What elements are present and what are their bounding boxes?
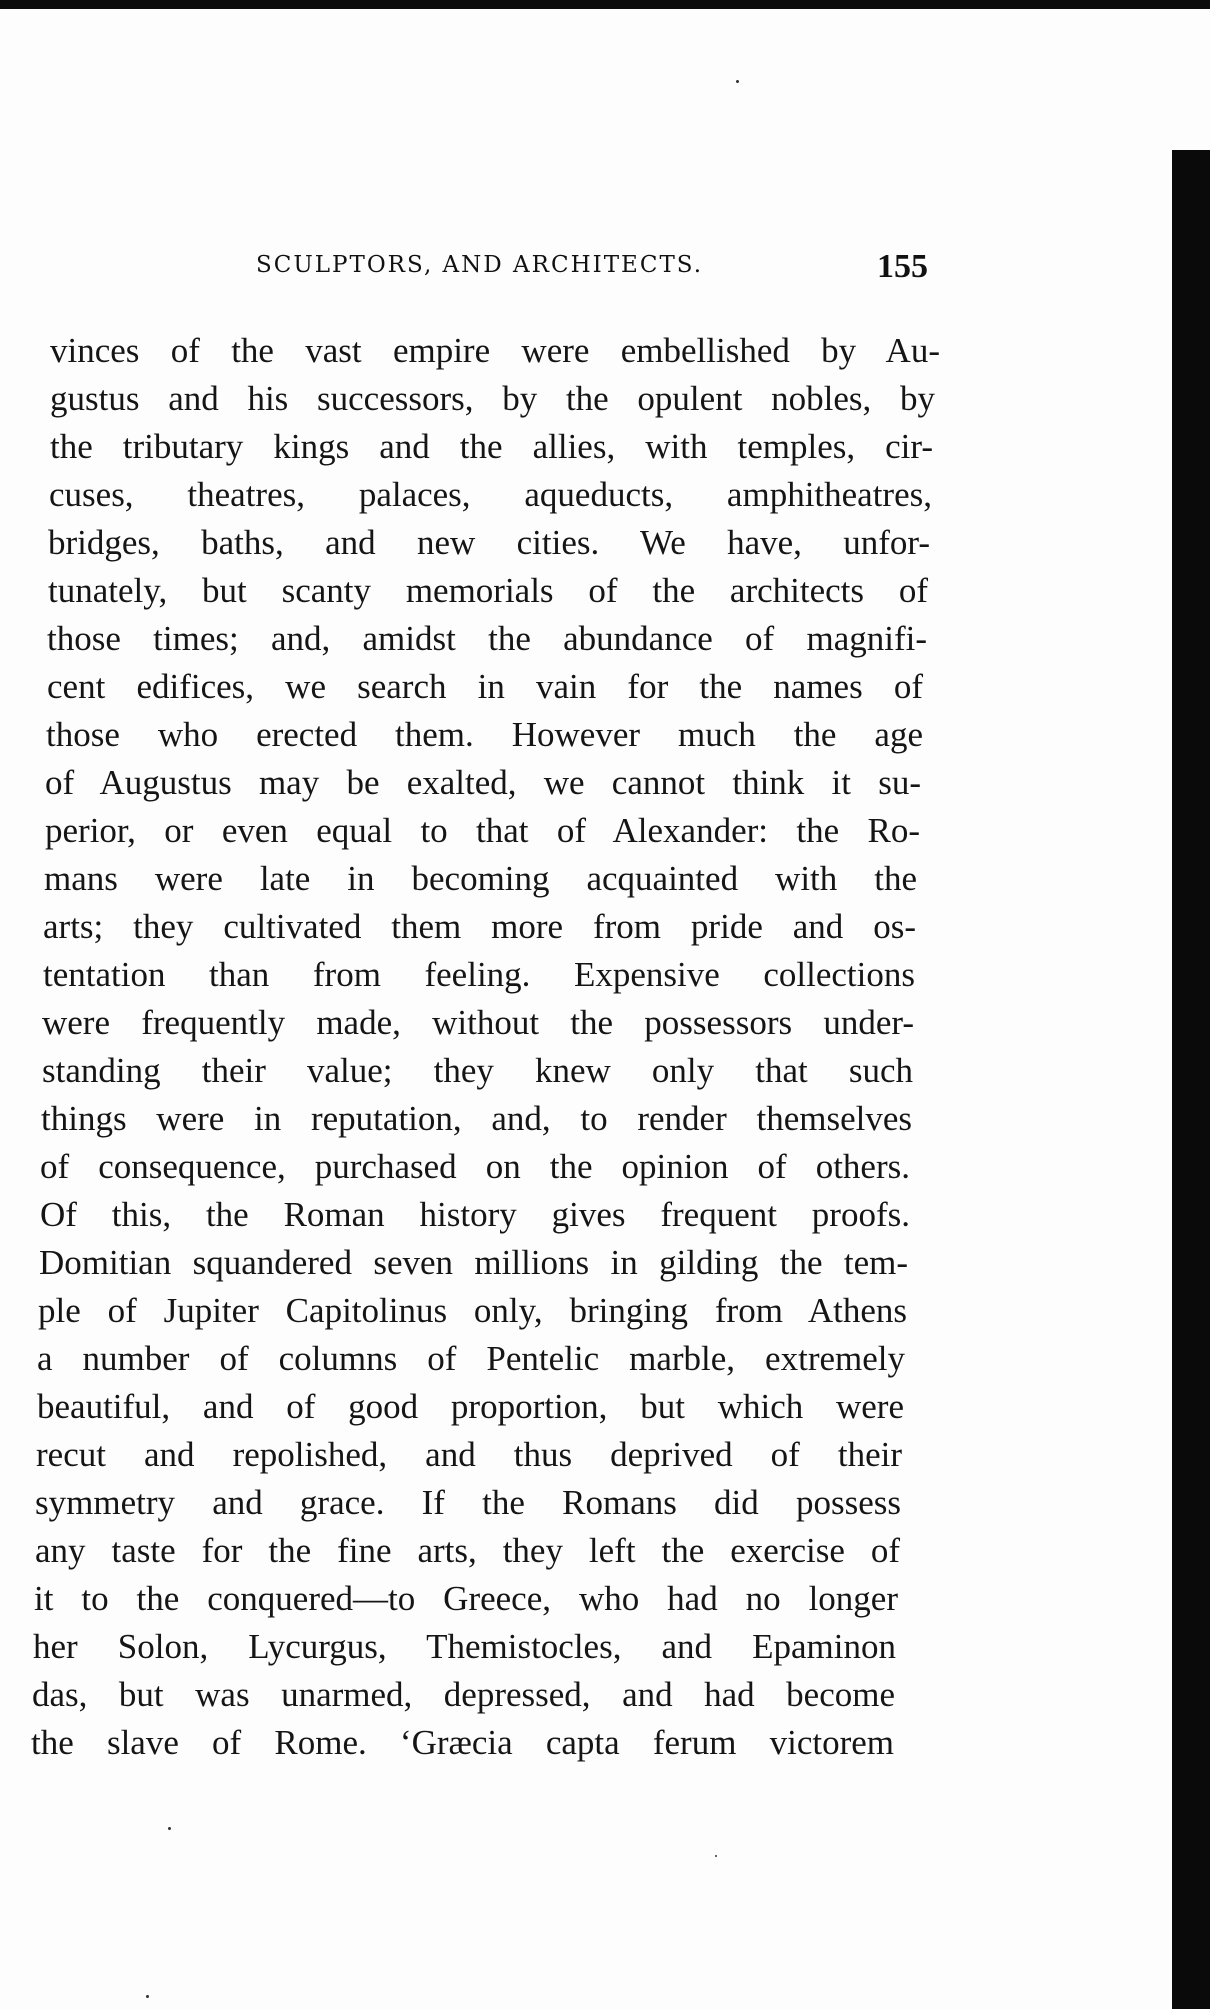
scan-speck xyxy=(146,1995,149,1998)
text-line: Domitian squandered seven millions in gilding the tem- xyxy=(39,1243,908,1282)
text-line: recut and repolished, and thus deprived of their xyxy=(36,1435,902,1474)
text-line: das, but was unarmed, depressed, and had become xyxy=(32,1675,895,1714)
text-line: perior, or even equal to that of Alexander: the Ro- xyxy=(45,811,920,850)
text-line: arts; they cultivated them more from pride and os- xyxy=(43,907,916,946)
text-line: it to the conquered—to Greece, who had no longer xyxy=(34,1579,898,1618)
text-line: of Augustus may be exalted, we cannot think it su- xyxy=(45,763,921,802)
running-head: SCULPTORS, AND ARCHITECTS. xyxy=(256,252,704,278)
text-line: tentation than from feeling. Expensive collections xyxy=(43,955,915,994)
text-line: beautiful, and of good proportion, but which were xyxy=(37,1387,904,1426)
text-line: vinces of the vast empire were embellished by Au- xyxy=(50,331,940,370)
text-line: ple of Jupiter Capitolinus only, bringing from Athens xyxy=(38,1291,907,1330)
text-line: those who erected them. However much the age xyxy=(46,715,923,754)
page-number: 155 xyxy=(877,248,928,285)
text-line: gustus and his successors, by the opulent nobles, by xyxy=(50,379,935,418)
text-line: were frequently made, without the possessors under- xyxy=(42,1003,914,1042)
text-line: her Solon, Lycurgus, Themistocles, and Epaminon xyxy=(33,1627,896,1666)
text-line: the slave of Rome. ‘Græcia capta ferum victorem xyxy=(31,1723,894,1762)
text-line: standing their value; they knew only that such xyxy=(42,1051,913,1090)
text-line: cuses, theatres, palaces, aqueducts, amphitheatres, xyxy=(49,475,932,514)
text-line: things were in reputation, and, to render themselves xyxy=(41,1099,912,1138)
text-line: cent edifices, we search in vain for the names of xyxy=(47,667,923,706)
text-line: symmetry and grace. If the Romans did possess xyxy=(35,1483,901,1522)
text-line: Of this, the Roman history gives frequent proofs. xyxy=(40,1195,910,1234)
text-line: of consequence, purchased on the opinion of others. xyxy=(40,1147,910,1186)
text-line: a number of columns of Pentelic marble, extremely xyxy=(37,1339,905,1378)
text-line: tunately, but scanty memorials of the architects of xyxy=(48,571,928,610)
text-line: the tributary kings and the allies, with temples, cir- xyxy=(50,427,933,466)
text-line: bridges, baths, and new cities. We have, unfor- xyxy=(48,523,930,562)
text-line: those times; and, amidst the abundance of magnifi- xyxy=(47,619,927,658)
text-line: any taste for the fine arts, they left the exercise of xyxy=(35,1531,900,1570)
text-line: mans were late in becoming acquainted with the xyxy=(44,859,917,898)
scan-speck xyxy=(715,1855,717,1857)
